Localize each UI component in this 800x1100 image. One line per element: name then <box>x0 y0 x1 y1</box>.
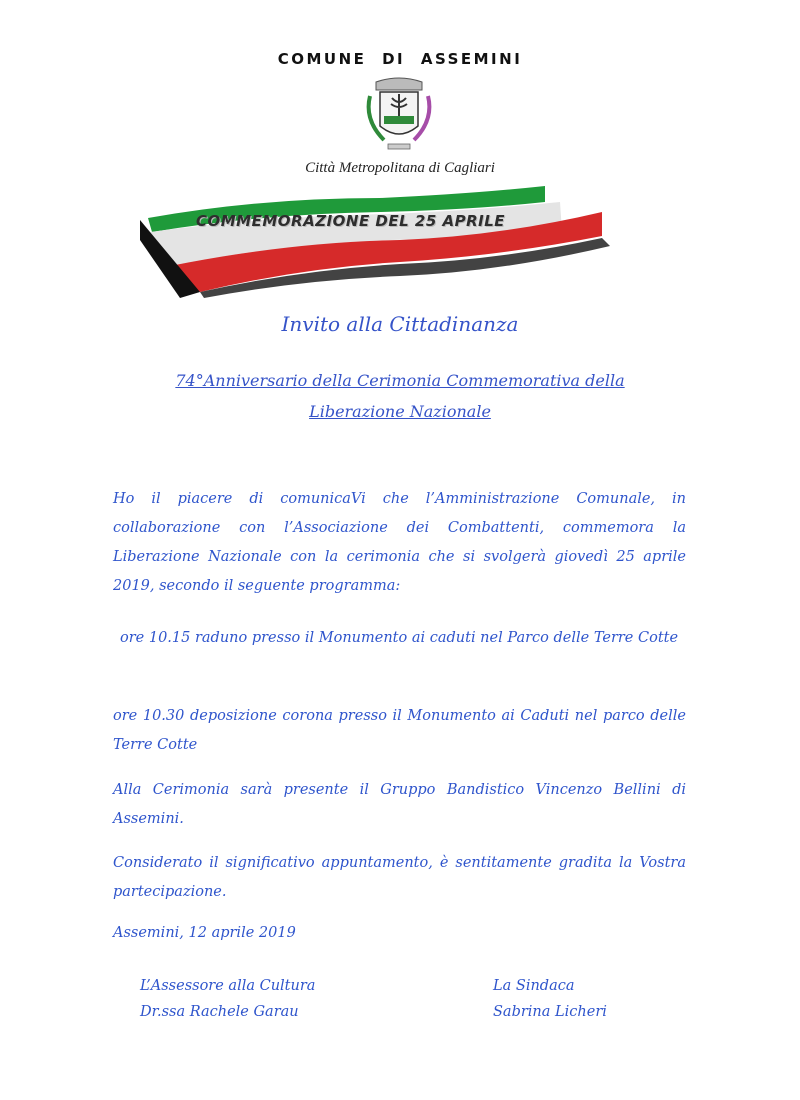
place-date: Assemini, 12 aprile 2019 <box>113 925 296 941</box>
signature-left-name: Dr.ssa Rachele Garau <box>140 1004 299 1020</box>
program-item-2: ore 10.30 deposizione corona presso il Monumento ai Caduti nel parco delle Terre Cotte <box>113 708 686 753</box>
program-item-1: ore 10.15 raduno presso il Monumento ai caduti nel Parco delle Terre Cotte <box>120 630 679 646</box>
tricolor-flag-banner <box>140 180 610 300</box>
commemoration-banner-text: COMMEMORAZIONE DEL 25 APRILE <box>196 212 506 230</box>
municipality-title: COMUNE DI ASSEMINI <box>277 50 523 68</box>
signature-right-name: Sabrina Licheri <box>493 1004 607 1020</box>
invitation-title: Invito alla Cittadinanza <box>281 312 519 336</box>
intro-paragraph: Ho il piacere di comunicaVi che l’Amministrazione Comunale, in collaborazione con l’Associazione dei Combattenti, commemora la Liberazione Nazionale con la cerimonia che si svolgerà giovedì 25 aprile 2019, secondo il seguente programma: <box>113 491 686 594</box>
metropolitan-city-subtitle: Città Metropolitana di Cagliari <box>305 160 495 176</box>
signature-left-role: L’Assessore alla Cultura <box>140 978 316 994</box>
signature-right-role: La Sindaca <box>493 978 575 994</box>
signature-left <box>140 973 315 1025</box>
signature-right <box>493 973 607 1025</box>
anniversary-heading <box>130 365 670 427</box>
band-paragraph: Alla Cerimonia sarà presente il Gruppo Bandistico Vincenzo Bellini di Assemini. <box>113 782 686 827</box>
anniversary-line-2: Liberazione Nazionale <box>309 402 491 421</box>
coat-of-arms-icon <box>362 76 436 156</box>
anniversary-line-1: 74°Anniversario della Cerimonia Commemorativa della <box>175 371 625 390</box>
closing-paragraph: Considerato il significativo appuntamento, è sentitamente gradita la Vostra partecipazione. <box>113 855 686 900</box>
